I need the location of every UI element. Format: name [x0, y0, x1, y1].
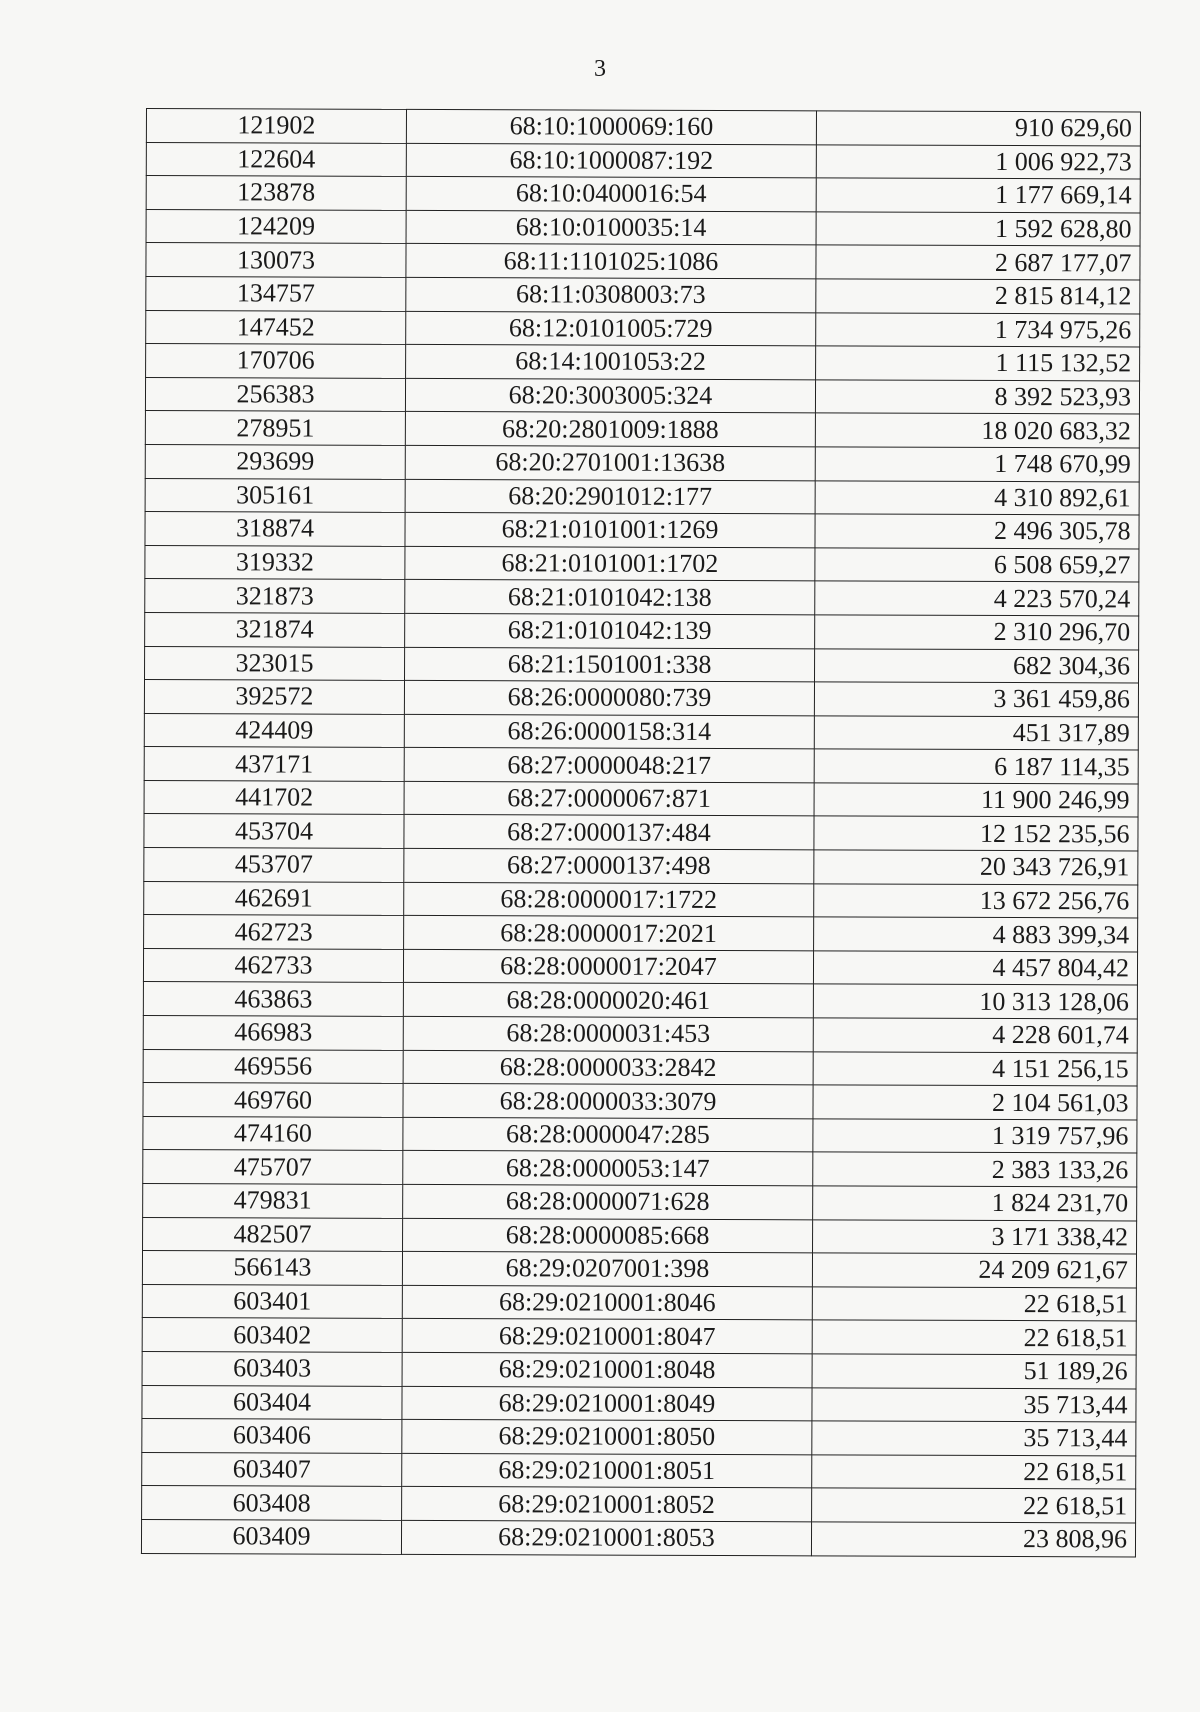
value-cell: 20 343 726,91: [814, 850, 1138, 885]
value-cell: 6 187 114,35: [814, 749, 1138, 784]
object-id-cell: 319332: [145, 545, 405, 580]
table-row: [145, 612, 1139, 649]
object-id-cell: 441702: [144, 780, 404, 815]
table-row: [142, 1251, 1136, 1288]
cadastral-number-cell: 68:10:1000069:160: [406, 109, 816, 144]
table-row: [146, 109, 1140, 146]
object-id-cell: 124209: [146, 209, 406, 244]
value-cell: 3 171 338,42: [813, 1219, 1137, 1254]
cadastral-number-cell: 68:29:0210001:8051: [402, 1453, 812, 1488]
cadastral-number-cell: 68:28:0000017:1722: [404, 882, 814, 917]
cadastral-number-cell: 68:21:0101042:138: [405, 580, 815, 615]
cadastral-number-cell: 68:21:0101042:139: [405, 613, 815, 648]
value-cell: 1 824 231,70: [813, 1186, 1137, 1221]
object-id-cell: 318874: [145, 512, 405, 547]
table-row: [144, 680, 1138, 717]
value-cell: 4 310 892,61: [815, 480, 1139, 515]
cadastral-number-cell: 68:10:1000087:192: [406, 143, 816, 178]
cadastral-number-cell: 68:29:0210001:8050: [402, 1420, 812, 1455]
value-cell: 18 020 683,32: [815, 413, 1139, 448]
object-id-cell: 566143: [142, 1251, 402, 1286]
value-cell: 22 618,51: [812, 1320, 1136, 1355]
object-id-cell: 453707: [144, 848, 404, 883]
table-row: [142, 1385, 1136, 1422]
object-id-cell: 603401: [142, 1284, 402, 1319]
table-row: [143, 948, 1137, 985]
value-cell: 4 883 399,34: [814, 917, 1138, 952]
table-row: [143, 1083, 1137, 1120]
table-row: [146, 176, 1140, 213]
table-row: [144, 780, 1138, 817]
value-cell: 2 815 814,12: [816, 279, 1140, 314]
value-cell: 24 209 621,67: [812, 1253, 1136, 1288]
value-cell: 22 618,51: [812, 1287, 1136, 1322]
table-row: [143, 1049, 1137, 1086]
cadastral-number-cell: 68:28:0000047:285: [403, 1117, 813, 1152]
object-id-cell: 603408: [142, 1486, 402, 1521]
value-cell: 1 319 757,96: [813, 1119, 1137, 1154]
value-cell: 1 734 975,26: [816, 312, 1140, 347]
data-table: [141, 108, 1141, 1557]
table-row: [146, 142, 1140, 179]
value-cell: 13 672 256,76: [814, 883, 1138, 918]
table-row: [142, 1351, 1136, 1388]
value-cell: 910 629,60: [816, 111, 1140, 146]
cadastral-number-cell: 68:28:0000033:3079: [403, 1084, 813, 1119]
data-table-container: [141, 108, 1141, 1557]
cadastral-number-cell: 68:28:0000017:2047: [403, 949, 813, 984]
object-id-cell: 603403: [142, 1351, 402, 1386]
value-cell: 3 361 459,86: [814, 682, 1138, 717]
value-cell: 22 618,51: [812, 1488, 1136, 1523]
table-row: [145, 545, 1139, 582]
value-cell: 6 508 659,27: [815, 548, 1139, 583]
table-row: [143, 1016, 1137, 1053]
table-row: [144, 915, 1138, 952]
cadastral-number-cell: 68:29:0210001:8047: [402, 1319, 812, 1354]
table-row: [146, 209, 1140, 246]
value-cell: 451 317,89: [814, 716, 1138, 751]
object-id-cell: 437171: [144, 747, 404, 782]
table-row: [146, 310, 1140, 347]
table-row: [142, 1419, 1136, 1456]
object-id-cell: 130073: [146, 243, 406, 278]
table-row: [145, 411, 1139, 448]
value-cell: 51 189,26: [812, 1354, 1136, 1389]
object-id-cell: 603406: [142, 1419, 402, 1454]
value-cell: 2 104 561,03: [813, 1085, 1137, 1120]
value-cell: 4 151 256,15: [813, 1051, 1137, 1086]
table-row: [145, 478, 1139, 515]
cadastral-number-cell: 68:27:0000048:217: [404, 748, 814, 783]
cadastral-number-cell: 68:20:2901012:177: [405, 479, 815, 514]
cadastral-number-cell: 68:26:0000080:739: [404, 680, 814, 715]
object-id-cell: 469760: [143, 1083, 403, 1118]
value-cell: 682 304,36: [815, 648, 1139, 683]
cadastral-number-cell: 68:28:0000053:147: [403, 1151, 813, 1186]
table-row: [141, 1519, 1135, 1556]
cadastral-number-cell: 68:11:0308003:73: [406, 277, 816, 312]
table-row: [144, 713, 1138, 750]
object-id-cell: 475707: [143, 1150, 403, 1185]
cadastral-number-cell: 68:27:0000137:498: [404, 848, 814, 883]
object-id-cell: 469556: [143, 1049, 403, 1084]
object-id-cell: 323015: [145, 646, 405, 681]
cadastral-number-cell: 68:28:0000020:461: [403, 983, 813, 1018]
value-cell: 35 713,44: [812, 1421, 1136, 1456]
object-id-cell: 462691: [144, 881, 404, 916]
table-row: [145, 512, 1139, 549]
object-id-cell: 466983: [143, 1016, 403, 1051]
object-id-cell: 603409: [141, 1519, 401, 1554]
cadastral-number-cell: 68:28:0000033:2842: [403, 1050, 813, 1085]
cadastral-number-cell: 68:28:0000071:628: [403, 1184, 813, 1219]
value-cell: 1 115 132,52: [816, 346, 1140, 381]
cadastral-number-cell: 68:21:0101001:1702: [405, 546, 815, 581]
object-id-cell: 603402: [142, 1318, 402, 1353]
cadastral-number-cell: 68:29:0210001:8052: [402, 1487, 812, 1522]
value-cell: 4 457 804,42: [813, 951, 1137, 986]
object-id-cell: 122604: [146, 142, 406, 177]
table-row: [144, 881, 1138, 918]
table-row: [145, 579, 1139, 616]
table-row: [143, 1150, 1137, 1187]
table-row: [146, 276, 1140, 313]
cadastral-number-cell: 68:12:0101005:729: [406, 311, 816, 346]
value-cell: 2 310 296,70: [815, 615, 1139, 650]
table-row: [145, 646, 1139, 683]
cadastral-number-cell: 68:28:0000085:668: [403, 1218, 813, 1253]
object-id-cell: 147452: [146, 310, 406, 345]
table-row: [142, 1284, 1136, 1321]
cadastral-number-cell: 68:29:0210001:8048: [402, 1352, 812, 1387]
object-id-cell: 293699: [145, 444, 405, 479]
value-cell: 10 313 128,06: [813, 984, 1137, 1019]
object-id-cell: 392572: [144, 680, 404, 715]
value-cell: 4 228 601,74: [813, 1018, 1137, 1053]
value-cell: 2 687 177,07: [816, 245, 1140, 280]
value-cell: 11 900 246,99: [814, 783, 1138, 818]
cadastral-number-cell: 68:29:0207001:398: [402, 1252, 812, 1287]
cadastral-number-cell: 68:28:0000017:2021: [404, 916, 814, 951]
object-id-cell: 462733: [143, 948, 403, 983]
cadastral-number-cell: 68:20:2801009:1888: [405, 412, 815, 447]
value-cell: 35 713,44: [812, 1387, 1136, 1422]
cadastral-number-cell: 68:20:2701001:13638: [405, 445, 815, 480]
value-cell: 2 496 305,78: [815, 514, 1139, 549]
table-row: [145, 377, 1139, 414]
table-row: [146, 344, 1140, 381]
value-cell: 4 223 570,24: [815, 581, 1139, 616]
cadastral-number-cell: 68:14:1001053:22: [406, 345, 816, 380]
table-body: [141, 109, 1140, 1557]
table-row: [142, 1486, 1136, 1523]
value-cell: 2 383 133,26: [813, 1152, 1137, 1187]
value-cell: 1 748 670,99: [815, 447, 1139, 482]
object-id-cell: 603407: [142, 1452, 402, 1487]
object-id-cell: 134757: [146, 276, 406, 311]
cadastral-number-cell: 68:10:0400016:54: [406, 177, 816, 212]
table-row: [144, 747, 1138, 784]
value-cell: 23 808,96: [811, 1522, 1135, 1557]
cadastral-number-cell: 68:20:3003005:324: [405, 378, 815, 413]
cadastral-number-cell: 68:10:0100035:14: [406, 210, 816, 245]
object-id-cell: 482507: [143, 1217, 403, 1252]
value-cell: 1 006 922,73: [816, 144, 1140, 179]
table-row: [144, 848, 1138, 885]
table-row: [144, 814, 1138, 851]
page-number: 3: [594, 56, 606, 82]
value-cell: 8 392 523,93: [815, 380, 1139, 415]
cadastral-number-cell: 68:21:0101001:1269: [405, 513, 815, 548]
table-row: [142, 1318, 1136, 1355]
object-id-cell: 453704: [144, 814, 404, 849]
table-row: [142, 1452, 1136, 1489]
object-id-cell: 256383: [145, 377, 405, 412]
table-row: [143, 1183, 1137, 1220]
value-cell: 1 592 628,80: [816, 212, 1140, 247]
cadastral-number-cell: 68:21:1501001:338: [405, 647, 815, 682]
cadastral-number-cell: 68:29:0210001:8049: [402, 1386, 812, 1421]
table-row: [145, 444, 1139, 481]
object-id-cell: 474160: [143, 1116, 403, 1151]
cadastral-number-cell: 68:11:1101025:1086: [406, 244, 816, 279]
object-id-cell: 463863: [143, 982, 403, 1017]
object-id-cell: 424409: [144, 713, 404, 748]
object-id-cell: 321874: [145, 612, 405, 647]
object-id-cell: 603404: [142, 1385, 402, 1420]
cadastral-number-cell: 68:29:0210001:8053: [401, 1520, 811, 1555]
cadastral-number-cell: 68:26:0000158:314: [404, 714, 814, 749]
object-id-cell: 479831: [143, 1183, 403, 1218]
object-id-cell: 321873: [145, 579, 405, 614]
value-cell: 1 177 669,14: [816, 178, 1140, 213]
value-cell: 12 152 235,56: [814, 816, 1138, 851]
object-id-cell: 123878: [146, 176, 406, 211]
object-id-cell: 462723: [144, 915, 404, 950]
table-row: [143, 1217, 1137, 1254]
cadastral-number-cell: 68:27:0000067:871: [404, 781, 814, 816]
table-row: [146, 243, 1140, 280]
cadastral-number-cell: 68:29:0210001:8046: [402, 1285, 812, 1320]
object-id-cell: 121902: [146, 109, 406, 144]
object-id-cell: 305161: [145, 478, 405, 513]
object-id-cell: 170706: [146, 344, 406, 379]
object-id-cell: 278951: [145, 411, 405, 446]
cadastral-number-cell: 68:28:0000031:453: [403, 1016, 813, 1051]
cadastral-number-cell: 68:27:0000137:484: [404, 815, 814, 850]
table-row: [143, 982, 1137, 1019]
value-cell: 22 618,51: [812, 1455, 1136, 1490]
table-row: [143, 1116, 1137, 1153]
